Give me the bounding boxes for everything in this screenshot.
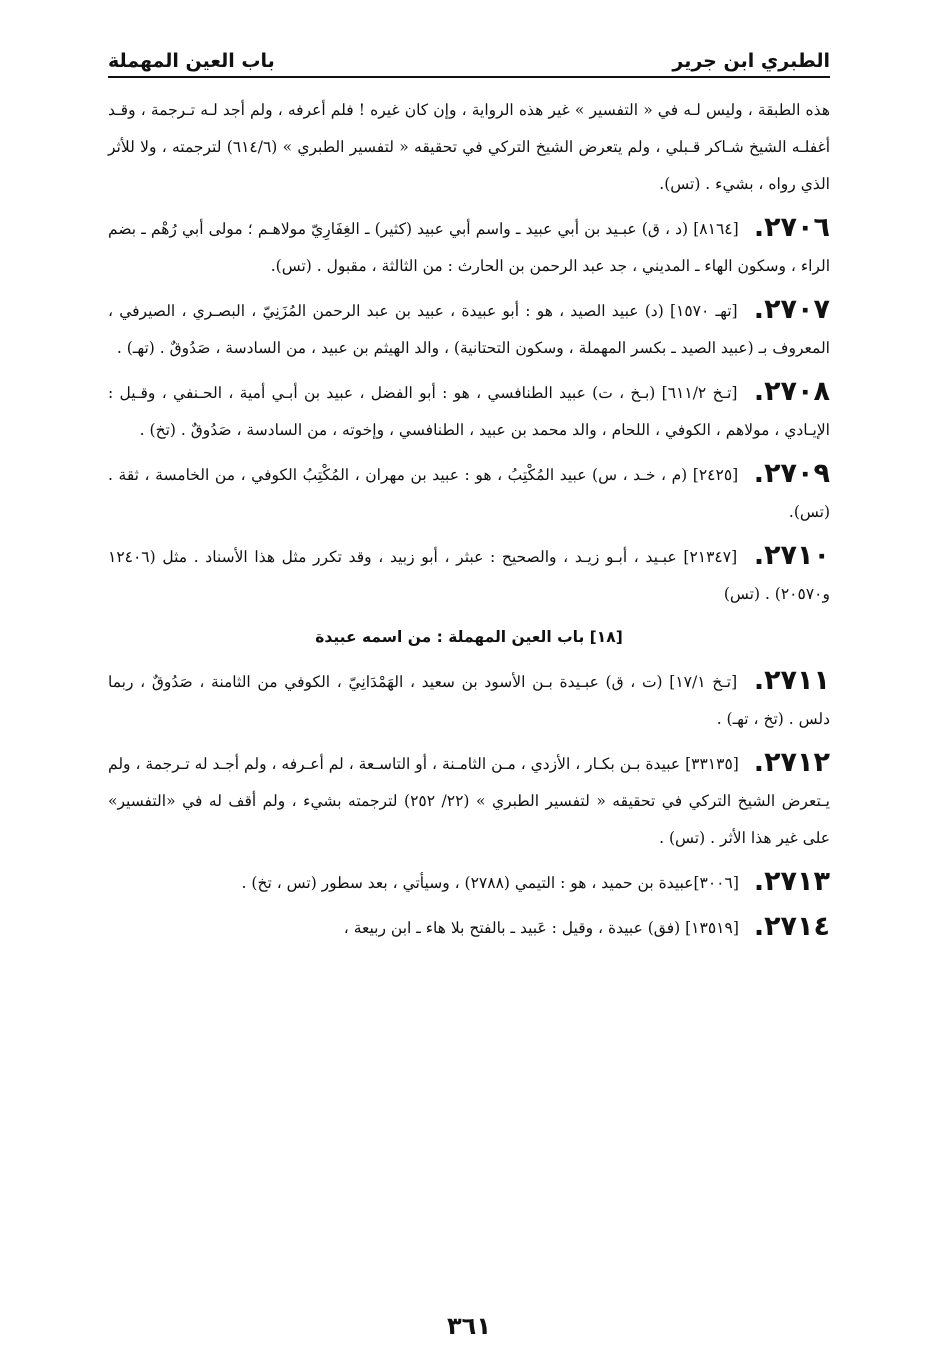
entry-text: [تهـ ١٥٧٠] (د) عبيد الصيد ، هو : أبو عبيدة ، عبيد بن عبد الرحمن المُزَنِيّ ، البصـري ، الصيرفي ، المعروف بـ (عبيد الصيد ـ بكسر المهملة ، وسكون التحتانية) ، والد الهيثم بن عبيد ، من السادسة ، صَدُوقٌ . (تهـ) . <box>108 302 830 357</box>
entry-text: [٢٤٢٥] (م ، خـد ، س) عبيد المُكْتِبُ ، هو : عبيد بن مهران ، المُكْتِبُ الكوفي ، من الخامسة ، ثقة . (تس). <box>108 466 830 521</box>
page-header <box>108 28 830 78</box>
entry-2706 <box>108 209 830 285</box>
document-page <box>108 28 830 1348</box>
entry-2713 <box>108 863 830 902</box>
entry-number: ٢٧٠٩. <box>753 458 830 489</box>
entry-2714 <box>108 908 830 947</box>
header-book-title: الطبري ابن جرير <box>672 50 830 72</box>
entry-2708 <box>108 373 830 449</box>
entry-text: [تـخ ١٧/١] (ت ، ق) عبـيدة بـن الأسود بن سعيد ، الهَمْدَانِيّ ، الكوفي من الثامنة ، صَدُوقٌ ، ربما دلس . (تخ ، تهـ) . <box>108 673 830 728</box>
entry-2710 <box>108 537 830 613</box>
entry-number: ٢٧١١. <box>753 665 830 696</box>
intro-paragraph: هذه الطبقة ، وليس لـه في « التفسير » غير هذه الرواية ، وإن كان غيره ! فلم أعرفه ، ولم أجد لـه تـرجمة ، وقـد أغفلـه الشيخ شـاكر قـبلي ، ولم يتعرض الشيخ التركي في تحقيقه « لتفسير الطبري » (٦١٤/٦) لترجمته ، ولا للأثر الذي رواه ، بشيء . (تس). <box>108 101 831 193</box>
entry-text: [تـخ ٦١١/٢] (بـخ ، ت) عبيد الطنافسي ، هو : أبو الفضل ، عبيد بن أبـي أمية ، الحـنفي ، وقـيل : الإيـادي ، مولاهم ، الكوفي ، اللحام ، والد محمد بن عبيد ، الطنافسي ، وإخوته ، من السادسة ، صَدُوقٌ . (تخ) . <box>108 384 830 439</box>
entry-number: ٢٧١٠. <box>753 540 830 571</box>
entry-text: [٣٠٠٦]عبيدة بن حميد ، هو : التيمي (٢٧٨٨) ، وسيأتي ، بعد سطور (تس ، تخ) . <box>241 874 739 892</box>
header-chapter-title: باب العين المهملة <box>108 50 275 72</box>
page-body <box>108 92 830 947</box>
entry-text: [٨١٦٤] (د ، ق) عبـيد بن أبي عبيد ـ واسم أبي عبيد (كثير) ـ الغِفَارِيّ مولاهـم ؛ مولى أبي رُهْم ـ بضم الراء ، وسكون الهاء ـ المديني ، جد عبد الرحمن بن الحارث : من الثالثة ، مقبول . (تس). <box>108 220 830 275</box>
entry-number: ٢٧١٣. <box>753 866 830 897</box>
entry-number: ٢٧٠٧. <box>753 294 830 325</box>
page-number: ٣٦١ <box>447 1312 491 1340</box>
entry-number: ٢٧١٤. <box>753 911 830 942</box>
entry-number: ٢٧٠٦. <box>753 212 830 243</box>
section-title: [١٨] باب العين المهملة : من اسمه عبيدة <box>315 628 623 646</box>
entry-text: [٢١٣٤٧] عبـيد ، أبـو زيـد ، والصحيح : عبثر ، أبو زبيد ، وقد تكرر مثل هذا الأسناد . مثل (١٢٤٠٦ و٢٠٥٧٠) . (تس) <box>108 548 830 603</box>
entry-number: ٢٧٠٨. <box>753 376 830 407</box>
entry-2709 <box>108 455 830 531</box>
entry-text: [١٣٥١٩] (فق) عبيدة ، وقيل : عَبيد ـ بالفتح بلا هاء ـ ابن ربيعة ، <box>343 919 739 937</box>
entry-2707 <box>108 291 830 367</box>
entry-text: [٣٣١٣٥] عبيدة بـن بكـار ، الأزدي ، مـن الثامـنة ، أو التاسـعة ، لم أعـرفه ، ولم أجـد له تـرجمة ، ولم يـتعرض الشيخ التركي في تحقيقه « لتفسير الطبري » (٢٢/ ٢٥٢) لترجمته بشيء ، ولم أقف له في «التفسير» على غير هذا الأثر . (تس) . <box>108 755 830 847</box>
entry-2712 <box>108 744 830 857</box>
entry-2711 <box>108 662 830 738</box>
entry-number: ٢٧١٢. <box>753 747 830 778</box>
